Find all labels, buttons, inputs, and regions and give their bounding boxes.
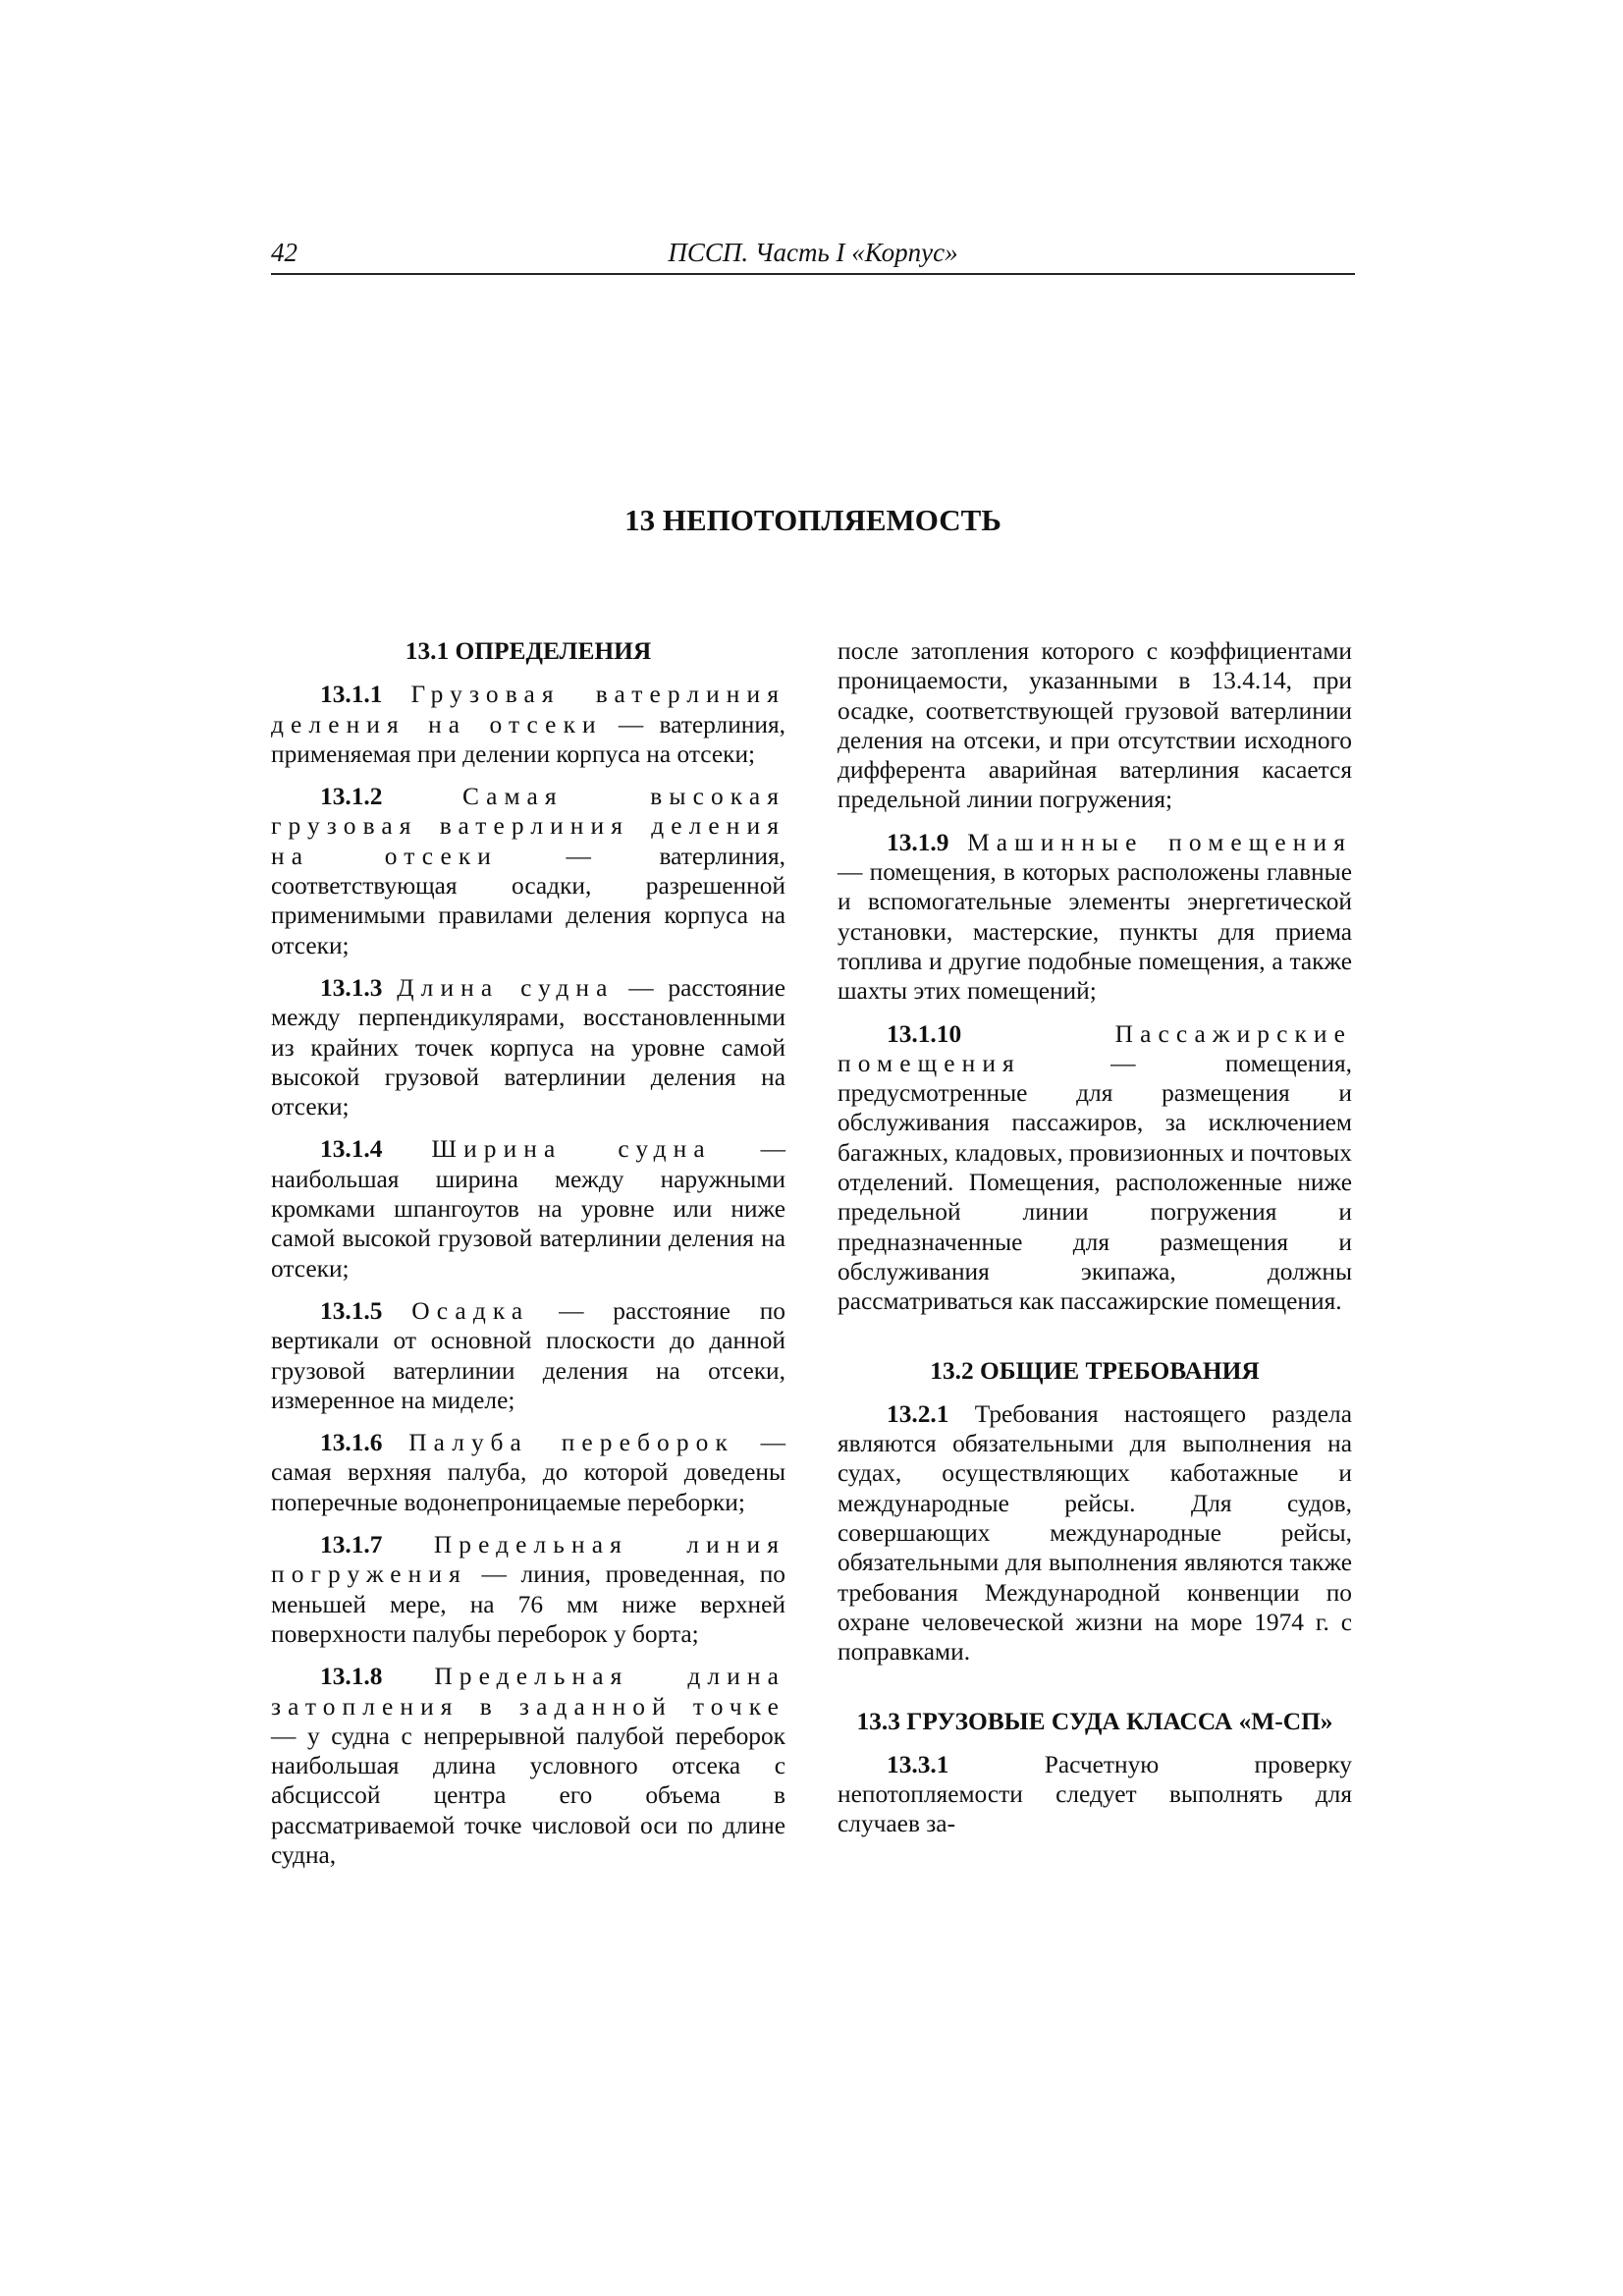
clause-13-1-5 bbox=[271, 1296, 785, 1415]
clause-number: 13.1.6 bbox=[320, 1429, 383, 1457]
clause-term: Длина судна bbox=[397, 973, 615, 1002]
clause-text: — расстояние между перпендикулярами, восстановленными из крайних точек корпуса на уровне самой высокой грузовой ватерлинии деления на отсеки; bbox=[271, 973, 785, 1121]
clause-13-1-6 bbox=[271, 1428, 785, 1517]
clause-13-1-7 bbox=[271, 1530, 785, 1649]
clause-term: Палуба переборок bbox=[408, 1429, 734, 1457]
clause-number: 13.1.1 bbox=[320, 681, 383, 709]
clause-number: 13.1.10 bbox=[887, 1019, 962, 1048]
clause-13-1-4 bbox=[271, 1134, 785, 1283]
clause-term: Предельная длина затопления в заданной точке bbox=[271, 1663, 785, 1721]
clause-term: Грузовая ватерлиния деления на отсеки bbox=[271, 681, 785, 738]
clause-term: Машинные помещения bbox=[967, 828, 1352, 856]
page-header bbox=[271, 238, 1355, 275]
clause-number: 13.1.3 bbox=[320, 973, 383, 1002]
clause-term: Самая высокая грузовая ватерлиния деления на отсеки bbox=[271, 783, 785, 870]
section-heading-13-1: 13.1 ОПРЕДЕЛЕНИЯ bbox=[405, 637, 652, 665]
clause-text: — помещения, предусмотренные для размещения и обслуживания пассажиров, за исключением багажных, кладовых, провизионных и почтовых отделений. Помещения, расположенные ниже предельной линии погружения и предназначенные для размещения и обслуживания экипажа, должны рассматриваться как пассажирские помещения. bbox=[838, 1049, 1352, 1316]
clause-text: — у судна с непрерывной палубой переборок наибольшая длина условного отсека с абсциссой центра его объема в рассматриваемой точке числовой оси по длине судна, bbox=[271, 1722, 785, 1869]
clause-text: — самая верхняя палуба, до которой доведены поперечные водонепроницаемые переборки; bbox=[271, 1429, 785, 1516]
clause-number: 13.1.8 bbox=[320, 1663, 383, 1691]
clause-13-1-2 bbox=[271, 782, 785, 960]
section-heading-13-2: 13.2 ОБЩИЕ ТРЕБОВАНИЯ bbox=[930, 1356, 1260, 1385]
section-heading-13-3: 13.3 ГРУЗОВЫЕ СУДА КЛАССА «М-СП» bbox=[856, 1707, 1333, 1735]
clause-text: Требования настоящего раздела являются обязательными для выполнения на судах, осуществляющих каботажные и международные рейсы. Для судов, совершающих международные рейсы, обязательными для выполнения являются также требования Международной конвенции по охране человеческой жизни на море 1974 г. с поправками. bbox=[838, 1399, 1352, 1667]
page-number: 42 bbox=[271, 238, 298, 267]
clause-13-1-8 bbox=[271, 1662, 785, 1870]
clause-text: — ватерлиния, соответствующая осадки, разрешенной применимыми правилами деления корпуса на отсеки; bbox=[271, 842, 785, 959]
clause-text: — ватерлиния, применяемая при делении корпуса на отсеки; bbox=[271, 710, 785, 768]
clause-number: 13.1.9 bbox=[887, 828, 949, 856]
clause-text: — расстояние по вертикали от основной плоскости до данной грузовой ватерлинии деления на отсеки, измеренное на миделе; bbox=[271, 1296, 785, 1414]
clause-text: Расчетную проверку непотопляемости следует выполнять для случаев за- bbox=[838, 1750, 1352, 1838]
running-title: ПССП. Часть I «Корпус» bbox=[668, 238, 958, 267]
clause-13-1-8-continued: после затопления которого с коэффициентами проницаемости, указанными в 13.4.14, при осадке, соответствующей грузовой ватерлинии деления на отсеки, и при отсутствии исходного дифферента аварийная ватерлиния касается предельной линии погружения; bbox=[838, 637, 1352, 814]
clause-term: Пассажирские помещения bbox=[838, 1019, 1352, 1077]
clause-number: 13.2.1 bbox=[887, 1399, 949, 1428]
clause-13-3-1 bbox=[838, 1750, 1352, 1839]
chapter-title: 13 НЕПОТОПЛЯЕМОСТЬ bbox=[624, 503, 1001, 537]
clause-number: 13.1.5 bbox=[320, 1296, 383, 1325]
clause-13-2-1 bbox=[838, 1399, 1352, 1667]
clause-term: Ширина судна bbox=[431, 1135, 712, 1164]
left-column bbox=[271, 636, 785, 1883]
clause-13-1-3 bbox=[271, 973, 785, 1121]
clause-text: — помещения, в которых расположены главные и вспомогательные элементы энергетической установки, мастерские, пункты для приема топлива и другие подобные помещения, а также шахты этих помещений; bbox=[838, 858, 1352, 1006]
clause-13-1-9 bbox=[838, 828, 1352, 1007]
clause-number: 13.1.7 bbox=[320, 1531, 383, 1559]
clause-text: — линия, проведенная, по меньшей мере, на 76 мм ниже верхней поверхности палубы переборок у борта; bbox=[271, 1560, 785, 1648]
clause-number: 13.1.4 bbox=[320, 1135, 383, 1164]
clause-term: Предельная линия погружения bbox=[271, 1531, 785, 1589]
clause-text: — наибольшая ширина между наружными кромками шпангоутов на уровне или ниже самой высокой грузовой ватерлинии деления на отсеки; bbox=[271, 1135, 785, 1283]
clause-13-1-1 bbox=[271, 680, 785, 769]
clause-number: 13.1.2 bbox=[320, 783, 383, 811]
clause-term: Осадка bbox=[411, 1296, 530, 1325]
right-column bbox=[838, 636, 1352, 1852]
clause-13-1-10 bbox=[838, 1019, 1352, 1317]
clause-number: 13.3.1 bbox=[887, 1750, 949, 1778]
